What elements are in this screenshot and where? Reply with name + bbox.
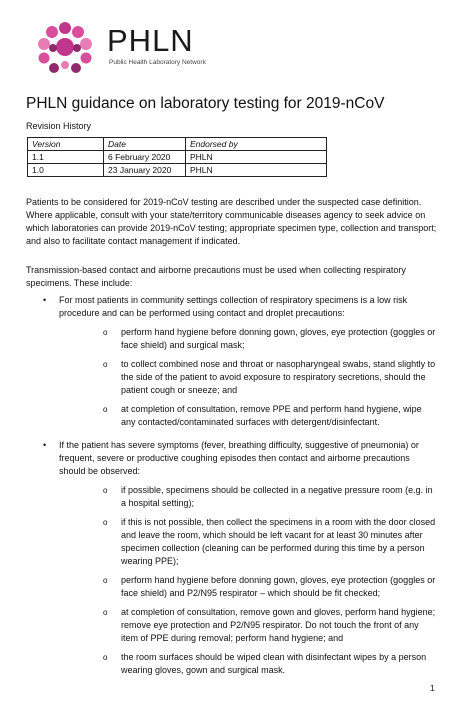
bullet-text: For most patients in community settings collection of respiratory specimens is a low risk procedure and can be performed using contact and droplet precautions: [59, 295, 408, 318]
logo-dot [81, 53, 92, 64]
sub-bullet-text: if this is not possible, then collect the specimens in a room with the door closed and leave the room, which should be left vacant for at least 30 minutes after specimen collection (cleaning can be performed during this time by a person wearing PPE); [121, 517, 436, 566]
bullet-icon: • [43, 295, 47, 305]
cell-endorsed: PHLN [186, 164, 327, 177]
table-row [28, 151, 327, 164]
cell-date: 23 January 2020 [104, 164, 186, 177]
cell-endorsed: PHLN [186, 151, 327, 164]
logo-dot [72, 26, 84, 38]
list-item [59, 358, 438, 397]
revision-table-header [28, 138, 327, 151]
paragraph-precautions: Transmission-based contact and airborne precautions must be used when collecting respiratory specimens. These include: [26, 265, 406, 288]
list-item [59, 574, 438, 600]
bullet-icon: • [43, 440, 47, 450]
document-header [34, 20, 434, 80]
revision-table [27, 137, 327, 177]
sub-bullet-text: perform hand hygiene before donning gown, gloves, eye protection (goggles or face shield) and surgical mask; [121, 327, 436, 350]
list-item [26, 294, 438, 429]
sub-bullet-text: to collect combined nose and throat or nasopharyngeal swabs, stand slightly to the side of the patient to avoid exposure to respiratory secretions, should the patient cough or sneeze; and [121, 359, 436, 395]
logo-dot [61, 61, 69, 69]
paragraph-testing: Patients to be considered for 2019-nCoV testing are described under the suspected case definition. Where applicable, consult with your state/territory communicable diseases agency to seek advice on which laboratories can provide 2019-nCoV testing; appropriate specimen type, collection and transport; and also to facilitate contact management if indicated. [26, 197, 437, 246]
list-item [59, 326, 438, 352]
logo-dot [49, 44, 57, 52]
logo-dot [46, 26, 58, 38]
list-item [59, 516, 438, 568]
cell-version: 1.1 [28, 151, 104, 164]
brand-name: PHLN [107, 23, 194, 58]
logo-dot [56, 38, 74, 56]
list-item [59, 403, 438, 429]
precautions-list [26, 294, 438, 683]
list-item [59, 606, 438, 645]
cell-date: 6 February 2020 [104, 151, 186, 164]
bullet-text: If the patient has severe symptoms (fever, breathing difficulty, suggestive of pneumonia) or frequent, severe or productive coughing episodes then contact and airborne precautions should be observed: [59, 440, 419, 476]
list-item [26, 439, 438, 677]
circle-bullet-icon: o [103, 576, 108, 585]
sub-bullet-text: perform hand hygiene before donning gown, gloves, eye protection (goggles or face shield) and P2/N95 respirator – which should be fit checked; [121, 575, 436, 598]
cell-version: 1.0 [28, 164, 104, 177]
sub-bullet-text: the room surfaces should be wiped clean with disinfectant wipes by a person wearing gloves, gown and surgical mask. [121, 652, 427, 675]
logo-dot [38, 38, 50, 50]
table-row [28, 164, 327, 177]
logo-dot [39, 53, 50, 64]
circle-bullet-icon: o [103, 608, 108, 617]
revision-history-label: Revision History [26, 121, 92, 131]
circle-bullet-icon: o [103, 405, 108, 414]
phln-logo-icon [34, 20, 96, 76]
sub-bullet-text: at completion of consultation, remove PPE and perform hand hygiene, wipe any contacted/contaminated surfaces with detergent/disinfectant. [121, 404, 422, 427]
sub-bullet-text: at completion of consultation, remove gown and gloves, perform hand hygiene; remove eye protection and P2/N95 respirator. Do not touch the front of any item of PPE during removal; perform hand hygiene; and [121, 607, 436, 643]
logo-dot [59, 22, 71, 34]
brand-subtitle: Public Health Laboratory Network [109, 59, 206, 66]
circle-bullet-icon: o [103, 518, 108, 527]
logo-dot [71, 63, 81, 73]
document-title: PHLN guidance on laboratory testing for 2019-nCoV [26, 95, 385, 112]
header-version: Version [28, 138, 104, 151]
sub-bullet-text: if possible, specimens should be collected in a negative pressure room (e.g. in a hospital setting); [121, 485, 433, 508]
page-number: 1 [430, 683, 435, 693]
list-item [59, 651, 438, 677]
logo-dot [49, 63, 59, 73]
header-date: Date [104, 138, 186, 151]
circle-bullet-icon: o [103, 328, 108, 337]
list-item [59, 484, 438, 510]
header-endorsed-by: Endorsed by [186, 138, 327, 151]
circle-bullet-icon: o [103, 486, 108, 495]
circle-bullet-icon: o [103, 360, 108, 369]
logo-dot [73, 44, 81, 52]
logo-dot [80, 38, 92, 50]
circle-bullet-icon: o [103, 653, 108, 662]
